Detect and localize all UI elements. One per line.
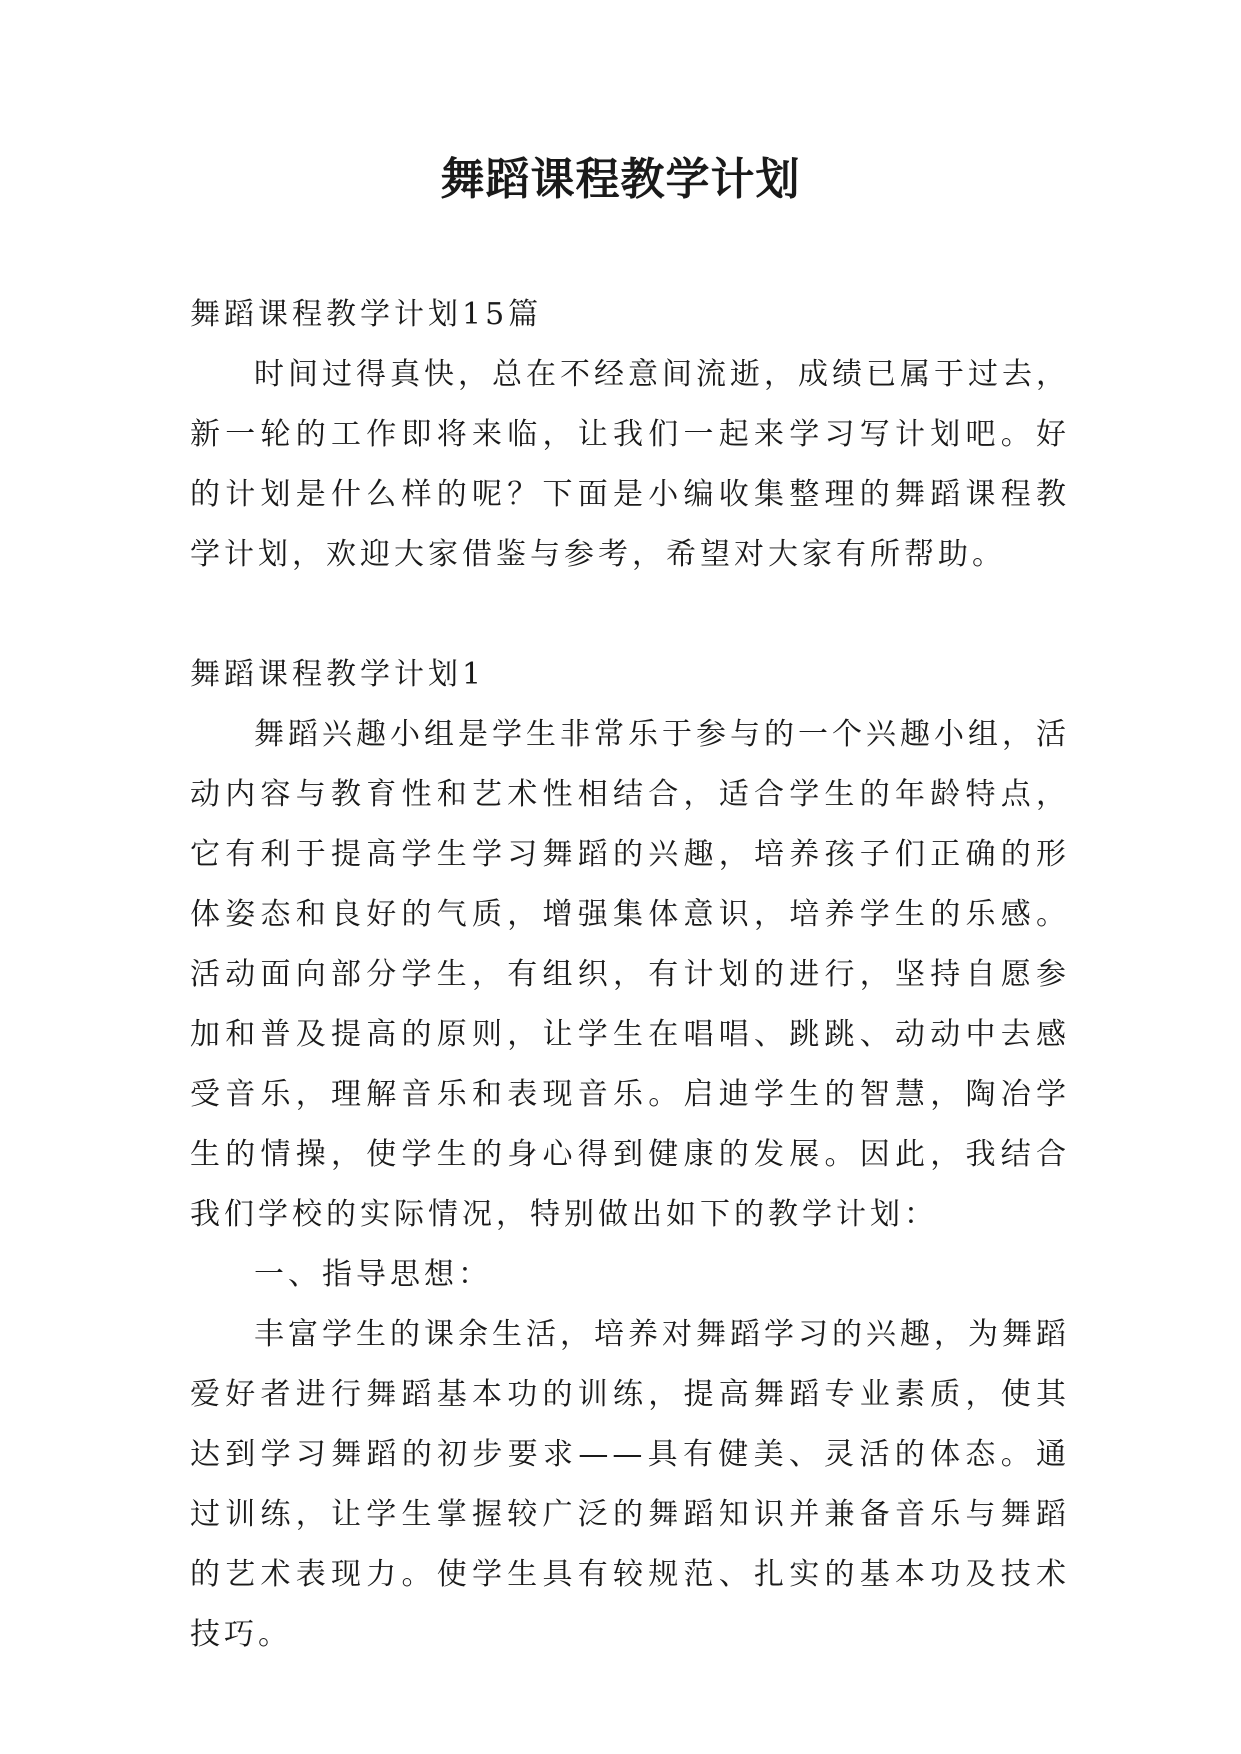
paragraph-spacer bbox=[190, 585, 1070, 645]
intro-paragraph: 时间过得真快，总在不经意间流逝，成绩已属于过去，新一轮的工作即将来临，让我们一起来学习写计划吧。好的计划是什么样的呢？下面是小编收集整理的舞蹈课程教学计划，欢迎大家借鉴与参考，希望对大家有所帮助。 bbox=[190, 357, 1070, 572]
section-paragraph-2: 丰富学生的课余生活，培养对舞蹈学习的兴趣，为舞蹈爱好者进行舞蹈基本功的训练，提高舞蹈专业素质，使其达到学习舞蹈的初步要求——具有健美、灵活的体态。通过训练，让学生掌握较广泛的舞蹈知识并兼备音乐与舞蹈的艺术表现力。使学生具有较规范、扎实的基本功及技术技巧。 bbox=[190, 1317, 1070, 1652]
document-subtitle: 舞蹈课程教学计划15篇 bbox=[190, 297, 543, 332]
section-heading: 舞蹈课程教学计划1 bbox=[190, 657, 486, 692]
section-subheading-guiding-ideology: 一、指导思想： bbox=[254, 1257, 492, 1292]
document-body bbox=[190, 285, 1070, 1665]
page-title: 舞蹈课程教学计划 bbox=[440, 154, 801, 205]
section-paragraph-1: 舞蹈兴趣小组是学生非常乐于参与的一个兴趣小组，活动内容与教育性和艺术性相结合，适合学生的年龄特点，它有利于提高学生学习舞蹈的兴趣，培养孩子们正确的形体姿态和良好的气质，增强集体意识，培养学生的乐感。活动面向部分学生，有组织，有计划的进行，坚持自愿参加和普及提高的原则，让学生在唱唱、跳跳、动动中去感受音乐，理解音乐和表现音乐。启迪学生的智慧，陶冶学生的情操，使学生的身心得到健康的发展。因此，我结合我们学校的实际情况，特别做出如下的教学计划： bbox=[190, 717, 1070, 1232]
